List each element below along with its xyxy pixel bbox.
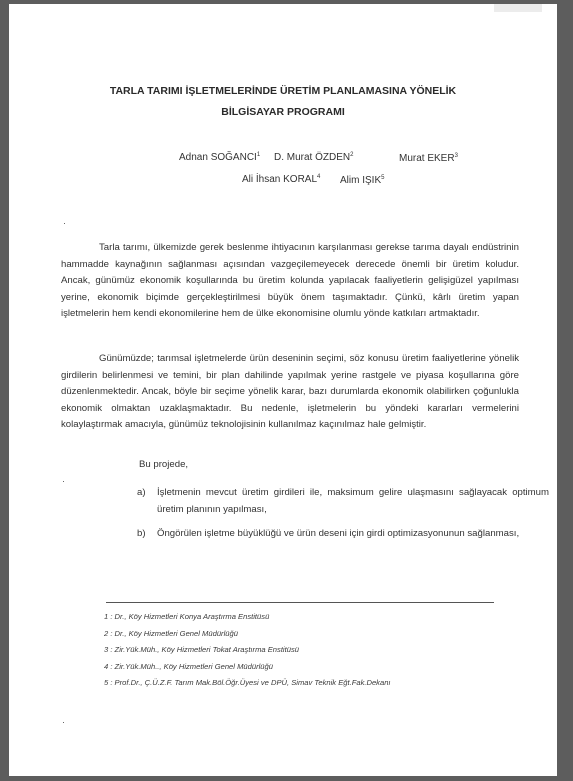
list-marker: a) — [137, 487, 146, 498]
author-5 — [340, 175, 384, 186]
author-2 — [274, 152, 353, 163]
author-footnote-ref: 5 — [381, 175, 385, 181]
author-name: Adnan SOĞANCI — [179, 152, 257, 163]
author-3 — [399, 153, 458, 164]
list-item-b — [137, 526, 549, 543]
footnote-5: 5 : Prof.Dr., Ç.Ü.Z.F. Tarım Mak.Böl.Öğr.Üyesi ve DPÜ, Simav Teknik Eğt.Fak.Dekanı — [104, 678, 391, 687]
author-footnote-ref: 1 — [256, 152, 261, 158]
author-1 — [179, 152, 260, 163]
paragraph-2: Günümüzde; tarımsal işletmelerde ürün deseninin seçimi, söz konusu üretim faaliyetlerine yönelik girdilerin belirlenmesi ve temini, bir plan dahilinde yapılmak yerine rastgele ve piyasa koşullarına göre düzenlenmektedir. Ancak, böyle bir seçime yönelik karar, bazı durumlarda ekonomik olabilirken çoğunlukla ekonomik olmaktan uzaklaşmaktadır. Bu nedenle, işletmelerin bu yöndeki kararları vermelerini kolaylaştırmak amacıyla, günümüz teknolojisinin kullanılmaz kaçınılmaz hale gelmiştir. — [61, 353, 519, 431]
author-4 — [242, 174, 320, 185]
footnote-3: 3 : Zir.Yük.Müh., Köy Hizmetleri Tokat Araştırma Enstitüsü — [104, 645, 299, 654]
footnote-4: 4 : Zir.Yük.Müh.., Köy Hizmetleri Genel Müdürlüğü — [104, 662, 273, 671]
author-footnote-ref: 4 — [317, 174, 321, 180]
author-name: D. Murat ÖZDEN — [274, 152, 351, 163]
document-page — [9, 4, 557, 776]
author-name: Alim IŞIK — [340, 175, 382, 186]
footnote-1: 1 : Dr., Köy Hizmetleri Konya Araştırma Enstitüsü — [104, 612, 270, 621]
list-item-a — [137, 485, 549, 518]
scan-speck — [63, 722, 64, 723]
author-footnote-ref: 3 — [454, 153, 458, 159]
scan-header-mark — [494, 4, 542, 12]
list-item-text: Öngörülen işletme büyüklüğü ve ürün deseni için girdi optimizasyonunun sağlanması, — [157, 528, 520, 539]
paragraph-1: Tarla tarımı, ülkemizde gerek beslenme ihtiyacının karşılanması gerekse tarıma dayalı endüstrinin hammadde kaynağının sağlanması açısından vazgeçilemeyecek derecede önemli bir üretim koludur. Ancak, günümüz ekonomik koşullarında bu üretim kolunda yapılacak faaliyetlerin gelişigüzel yapılması yerine, ekonomik biçimde gerçekleştirilmesi büyük önem taşımaktadır. Çünkü, kârlı üretim yapan işletmelerin hem kendi ekonomilerine hem de ülke ekonomisine olumlu yönde katkıları artmaktadır. — [61, 242, 519, 320]
list-marker: b) — [137, 528, 146, 539]
scan-speck — [63, 481, 64, 482]
author-name: Ali İhsan KORAL — [242, 174, 318, 185]
author-footnote-ref: 2 — [350, 152, 354, 158]
author-name: Murat EKER — [399, 153, 455, 164]
list-item-text: İşletmenin mevcut üretim girdileri ile, maksimum gelire ulaşmasını sağlayacak optimum üretim planının yapılması, — [157, 487, 549, 515]
footnote-2: 2 : Dr., Köy Hizmetleri Genel Müdürlüğü — [104, 629, 238, 638]
document-title-line-2: BİLGİSAYAR PROGRAMI — [221, 106, 345, 118]
scan-speck — [64, 223, 65, 224]
document-title-line-1: TARLA TARIMI İŞLETMELERİNDE ÜRETİM PLANLAMASINA YÖNELİK — [109, 85, 457, 97]
footnote-separator — [106, 602, 494, 603]
paragraph-3: Bu projede, — [139, 459, 189, 470]
